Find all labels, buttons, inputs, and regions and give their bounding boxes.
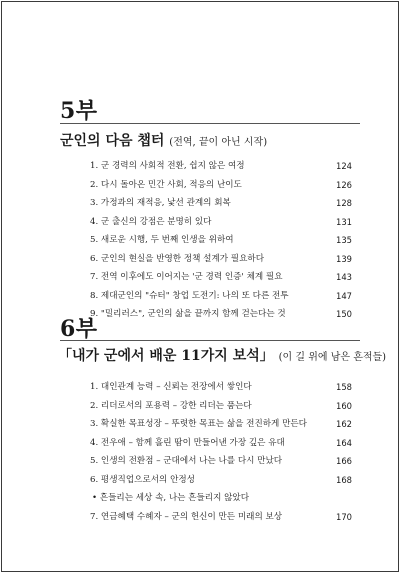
toc-entry-page: 128 [336,198,352,208]
toc-entry-page: 162 [336,419,352,429]
toc-entry-page: 139 [336,253,352,264]
part-5-title-text: 군인의 다음 챕터 [60,133,165,149]
toc-entry[interactable] [90,176,352,195]
toc-entry[interactable] [90,157,352,176]
part-6-title [58,345,386,365]
toc-entry[interactable] [90,452,352,471]
toc-entry-page: 168 [336,474,352,485]
toc-entry-title: 2. 다시 돌아온 민간 사회, 적응의 난이도 [90,179,242,190]
toc-entry-title: 6. 평생직업으로서의 안정성 [90,474,195,485]
toc-entry-page: 135 [336,235,352,245]
toc-entry[interactable] [90,250,352,269]
toc-entry[interactable] [90,471,352,490]
toc-entry-page: 166 [336,456,352,466]
toc-entry-page: 131 [336,216,352,227]
toc-entry[interactable] [90,268,352,287]
toc-entry[interactable] [90,213,352,232]
toc-entry-title: 7. 전역 이후에도 이어지는 '군 경력 인증' 체계 필요 [90,272,283,282]
toc-entry[interactable] [90,231,352,250]
part-5-title [60,130,267,150]
toc-entry-title: 8. 제대군인의 "슈터" 창업 도전기: 나의 또 다른 전투 [90,290,289,301]
toc-entry[interactable] [90,397,352,416]
toc-entry-title: 4. 전우애 – 함께 흘린 땀이 만들어낸 가장 깊은 유대 [90,437,285,448]
part-5-subtitle: (전역, 끝이 아닌 시작) [169,137,268,148]
toc-entry-title: • 흔들리는 세상 속, 나는 흔들리지 않았다 [92,493,250,503]
part-6-title-text: 「내가 군에서 배운 11가지 보석」 [58,348,274,364]
toc-entry-title: 3. 확실한 목표성장 – 뚜렷한 목표는 삶을 전진하게 만든다 [90,419,307,429]
part-6-subtitle: (이 길 위에 남은 흔적들) [278,352,387,363]
part-6-toc [90,378,352,526]
toc-entry-title: 1. 군 경력의 사회적 전환, 쉽지 않은 여정 [90,161,245,171]
toc-entry-title: 9. "밀리러스", 군인의 삶을 끝까지 함께 걷는다는 것 [90,309,286,319]
toc-entry-title: 5. 인생의 전환점 – 군대에서 나는 나를 다시 만났다 [90,456,283,466]
toc-entry-title: 2. 리더로서의 포용력 – 강한 리더는 품는다 [90,400,252,411]
toc-entry[interactable] [90,305,352,324]
toc-entry[interactable] [90,508,352,527]
toc-entry-title: 3. 가정과의 재적응, 낯선 관계의 회복 [90,198,231,208]
toc-entry[interactable] [90,194,352,213]
toc-entry-page: 164 [336,437,352,448]
toc-entry-page: 158 [336,382,352,392]
toc-entry-title: 7. 연금혜택 수혜자 – 군의 헌신이 만든 미래의 보상 [90,511,283,522]
part-5-divider [60,123,360,124]
part-5-label: 5부 [60,98,98,124]
toc-entry-title: 5. 새로운 시행, 두 번째 인생을 위하여 [90,235,234,245]
document-page [1,1,399,572]
part-6-divider [60,340,360,341]
toc-entry-title: 6. 군인의 현실을 반영한 정책 설계가 필요하다 [90,253,265,264]
toc-entry-page: 160 [336,400,352,411]
toc-entry-page: 124 [336,161,352,171]
part-6-label: 6부 [60,316,98,342]
part-5-toc [90,157,352,324]
toc-entry-page: 126 [336,179,352,190]
toc-entry-page: 170 [336,511,352,522]
toc-sub-entry [90,489,352,508]
toc-entry[interactable] [90,415,352,434]
toc-entry-title: 1. 대인관계 능력 – 신뢰는 전장에서 쌓인다 [90,382,252,392]
toc-entry-title: 4. 군 출신의 강점은 분명히 있다 [90,216,212,227]
toc-entry-page: 150 [336,309,352,319]
toc-entry-page: 147 [336,290,352,301]
toc-entry[interactable] [90,287,352,306]
toc-entry-page: 143 [336,272,352,282]
toc-entry[interactable] [90,434,352,453]
toc-entry[interactable] [90,378,352,397]
